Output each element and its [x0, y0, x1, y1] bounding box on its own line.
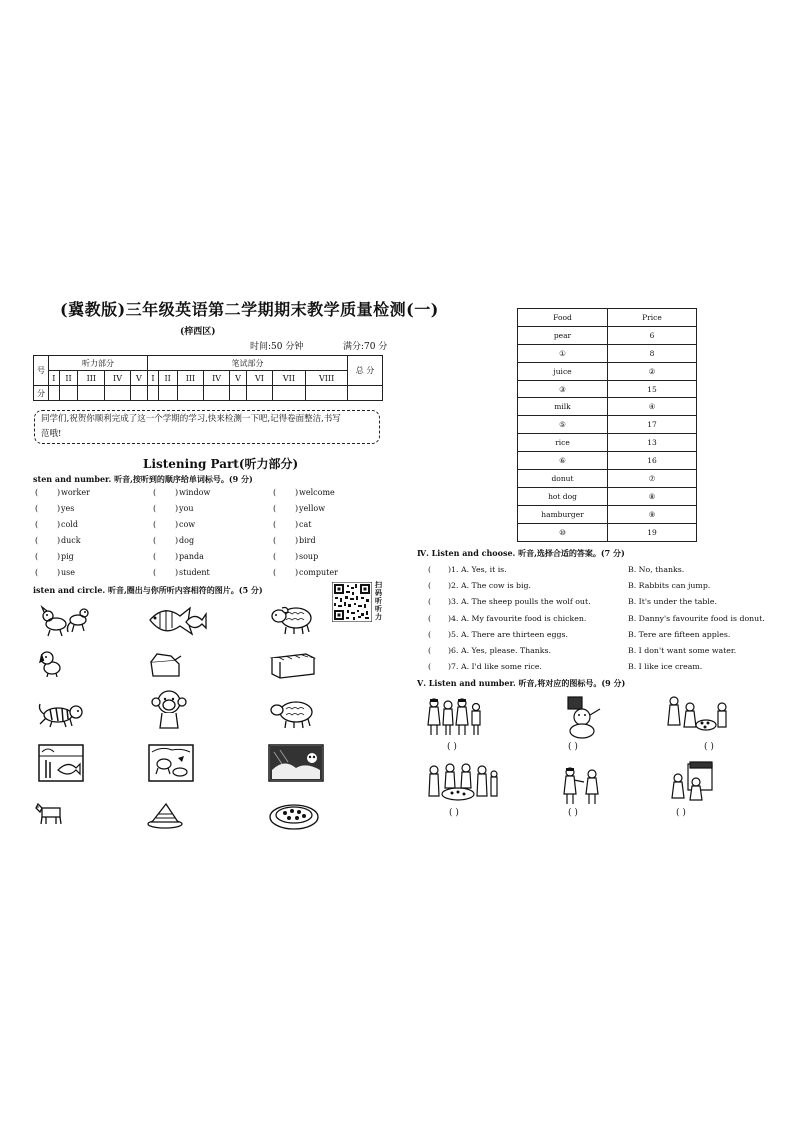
answer-blank[interactable]: ( ) [676, 808, 686, 818]
paren-close: ) [57, 488, 61, 497]
listening-col: III [78, 371, 105, 386]
score-cell[interactable] [177, 386, 204, 401]
pizza-plate-picture[interactable] [268, 798, 320, 832]
food-row [518, 452, 697, 470]
number-blank[interactable] [41, 536, 57, 546]
price-cell: 13 [608, 434, 697, 452]
paren-open: ( [273, 504, 277, 513]
fish-picture[interactable] [146, 600, 208, 640]
paren-close: ) [295, 536, 299, 545]
choice-option-a: )4. A. My favourite food is chicken. [448, 613, 587, 623]
qr-code-icon [332, 582, 372, 622]
paren-open: ( [153, 520, 157, 529]
people-group-picture-2 [664, 693, 730, 739]
word-item: cat [299, 520, 312, 529]
choice-option-a: )3. A. The sheep poulls the wolf out. [448, 597, 591, 607]
food-row [518, 487, 697, 505]
paren-close: ) [175, 520, 179, 529]
food-row [518, 523, 697, 541]
price-cell: ② [608, 362, 697, 380]
food-cell: milk [518, 398, 608, 416]
listening-part-title: Listening Part(听力部分) [143, 457, 299, 471]
snowman-picture [560, 695, 604, 739]
paren-close: ) [295, 552, 299, 561]
listening-col: V [130, 371, 147, 386]
row-label-number: 号 [34, 356, 49, 386]
writing-col: I [148, 371, 159, 386]
answer-blank[interactable]: ( ) [449, 808, 459, 818]
paren-close: ) [57, 504, 61, 513]
house-people-picture [668, 760, 716, 806]
sheep-picture[interactable] [268, 600, 316, 636]
row-label-score: 分 [34, 386, 49, 401]
choice-option-b: B. Danny's favourite food is donut. [628, 613, 765, 623]
answer-blank[interactable] [434, 581, 448, 591]
word-item: student [179, 568, 210, 577]
answer-blank[interactable]: ( ) [704, 742, 714, 752]
listening-col: I [49, 371, 60, 386]
listening-header: 听力部分 [49, 356, 148, 371]
food-row [518, 470, 697, 488]
paren-open: ( [428, 581, 432, 591]
word-item: worker [61, 488, 90, 497]
score-cell[interactable] [204, 386, 229, 401]
word-item: bird [299, 536, 316, 545]
food-row [518, 326, 697, 344]
two-people-picture [556, 764, 608, 806]
answer-blank[interactable]: ( ) [568, 808, 578, 818]
writing-header: 笔试部分 [148, 356, 348, 371]
full-score: 满分:70 分 [343, 342, 388, 352]
paren-close: ) [57, 552, 61, 561]
fish-scene-picture[interactable] [38, 744, 84, 782]
score-cell[interactable] [229, 386, 246, 401]
writing-col: VII [272, 371, 306, 386]
choice-option-b: B. Tere are fifteen apples. [628, 629, 731, 639]
number-blank[interactable] [159, 520, 175, 530]
answer-blank[interactable] [434, 630, 448, 640]
food-cell: ① [518, 344, 608, 362]
dog-picture[interactable] [38, 648, 64, 678]
score-cell[interactable] [130, 386, 147, 401]
paren-close: ) [175, 504, 179, 513]
box-picture[interactable] [147, 650, 183, 678]
paren-close: ) [175, 536, 179, 545]
choice-option-b: B. Rabbits can jump. [628, 581, 711, 591]
number-blank[interactable] [41, 504, 57, 514]
number-blank[interactable] [279, 520, 295, 530]
number-blank[interactable] [279, 552, 295, 562]
number-blank[interactable] [41, 568, 57, 578]
number-blank[interactable] [279, 536, 295, 546]
word-item: cow [179, 520, 196, 529]
score-table [33, 355, 383, 401]
table-box-picture[interactable] [270, 648, 316, 680]
paren-open: ( [35, 488, 39, 497]
price-cell: 19 [608, 523, 697, 541]
choice-option-b: B. I like ice cream. [628, 662, 703, 672]
food-cell: hamburger [518, 505, 608, 523]
paren-open: ( [35, 568, 39, 577]
paren-open: ( [153, 536, 157, 545]
food-row [518, 344, 697, 362]
total-header: 总 分 [348, 356, 383, 386]
paren-open: ( [428, 662, 432, 672]
answer-blank[interactable] [434, 662, 448, 672]
score-cell[interactable] [306, 386, 348, 401]
price-cell: 15 [608, 380, 697, 398]
cow-picture[interactable] [34, 800, 66, 826]
food-price-table [517, 308, 697, 542]
word-item: yes [61, 504, 75, 513]
food-cell: rice [518, 434, 608, 452]
section2-instructions: isten and circle. 听音,圈出与你所听内容相符的图片。(5 分) [33, 585, 263, 595]
paren-close: ) [175, 488, 179, 497]
paren-open: ( [273, 520, 277, 529]
paren-open: ( [428, 646, 432, 655]
choice-option-b: B. No, thanks. [628, 565, 685, 574]
word-item: welcome [299, 488, 335, 497]
paren-open: ( [35, 520, 39, 529]
notice-box [34, 410, 380, 444]
number-blank[interactable] [279, 504, 295, 514]
food-cell: ③ [518, 380, 608, 398]
writing-col: II [158, 371, 177, 386]
paren-open: ( [35, 504, 39, 513]
word-item: dog [179, 536, 195, 545]
food-row [518, 416, 697, 434]
word-list [33, 488, 383, 584]
paren-close: ) [57, 536, 61, 545]
listening-col: II [59, 371, 78, 386]
food-row [518, 398, 697, 416]
paren-close: ) [57, 520, 61, 529]
number-blank[interactable] [159, 536, 175, 546]
qr-caption: 扫码听听力 [375, 580, 382, 621]
number-blank[interactable] [279, 568, 295, 578]
paren-open: ( [153, 504, 157, 513]
exam-time: 时间:50 分钟 [250, 342, 304, 352]
answer-blank[interactable]: ( ) [568, 742, 578, 752]
price-cell: 8 [608, 344, 697, 362]
price-cell: ⑨ [608, 505, 697, 523]
word-item: yellow [299, 504, 326, 513]
people-group-picture-1 [424, 695, 484, 739]
number-blank[interactable] [159, 488, 175, 498]
food-row [518, 505, 697, 523]
word-item: you [179, 504, 194, 513]
choice-option-a: )6. A. Yes, please. Thanks. [448, 646, 552, 655]
paren-open: ( [273, 488, 277, 497]
section1-instructions: sten and number. 听音,按听到的顺序给单词标号。(9 分) [33, 474, 253, 484]
tiger-picture[interactable] [36, 700, 86, 728]
paren-open: ( [428, 565, 432, 574]
score-cell[interactable] [272, 386, 306, 401]
word-item: window [179, 488, 211, 497]
writing-col: VI [247, 371, 272, 386]
food-cell: donut [518, 470, 608, 488]
number-blank[interactable] [279, 488, 295, 498]
word-item: panda [179, 552, 204, 561]
paren-close: ) [295, 488, 299, 497]
choice-option-b: B. It's under the table. [628, 597, 717, 607]
exam-title: (冀教版)三年级英语第二学期期末教学质量检测(一) [60, 300, 439, 319]
food-cell: hot dog [518, 487, 608, 505]
paren-close: ) [295, 520, 299, 529]
writing-col: VIII [306, 371, 348, 386]
score-cell[interactable] [348, 386, 383, 401]
choice-option-a: )1. A. Yes, it is. [448, 565, 507, 574]
number-blank[interactable] [41, 520, 57, 530]
choice-option-b: B. I don't want some water. [628, 646, 737, 655]
food-row [518, 362, 697, 380]
paren-close: ) [175, 568, 179, 577]
word-item: use [61, 568, 75, 577]
score-cell[interactable] [78, 386, 105, 401]
paren-close: ) [295, 568, 299, 577]
score-cell[interactable] [158, 386, 177, 401]
sheep-picture-2[interactable] [268, 697, 318, 729]
food-cell: ⑩ [518, 523, 608, 541]
section4-instructions: Ⅳ. Listen and choose. 听音,选择合适的答案。(7 分) [417, 548, 625, 558]
score-cell[interactable] [105, 386, 130, 401]
word-item: duck [61, 536, 81, 545]
number-blank[interactable] [159, 568, 175, 578]
score-cell[interactable] [247, 386, 272, 401]
number-blank[interactable] [159, 552, 175, 562]
paren-close: ) [175, 552, 179, 561]
notice-line-2: 范哦! [41, 429, 62, 439]
price-cell: ④ [608, 398, 697, 416]
food-row [518, 434, 697, 452]
word-item: pig [61, 552, 74, 561]
number-blank[interactable] [159, 504, 175, 514]
answer-blank[interactable] [434, 646, 448, 656]
region-label: (梓西区) [180, 327, 216, 337]
notice-line-1: 同学们,祝贺你顺利完成了这一个学期的学习,快来检测一下吧,记得卷面整洁,书写 [41, 414, 341, 424]
paren-open: ( [35, 552, 39, 561]
paren-open: ( [153, 552, 157, 561]
food-cell: juice [518, 362, 608, 380]
word-item: cold [61, 520, 78, 529]
food-cell: ⑤ [518, 416, 608, 434]
choice-option-a: )2. A. The cow is big. [448, 581, 532, 591]
section5-instructions: Ⅴ. Listen and number. 听音,将对应的图标号。(9 分) [417, 678, 626, 688]
price-header: Price [608, 309, 697, 327]
paren-open: ( [273, 536, 277, 545]
food-cell: pear [518, 326, 608, 344]
listening-col: IV [105, 371, 130, 386]
dog-cat-picture[interactable] [38, 602, 92, 638]
cake-picture[interactable] [146, 800, 184, 830]
food-cell: ⑥ [518, 452, 608, 470]
number-blank[interactable] [41, 552, 57, 562]
price-cell: 16 [608, 452, 697, 470]
people-table-picture [424, 762, 500, 806]
animal-scene-picture[interactable] [148, 744, 194, 782]
answer-blank[interactable] [434, 597, 448, 607]
paren-open: ( [273, 568, 277, 577]
paren-open: ( [153, 568, 157, 577]
price-cell: ⑧ [608, 487, 697, 505]
panda-scene-picture[interactable] [268, 744, 324, 782]
price-cell: ⑦ [608, 470, 697, 488]
choice-option-a: )7. A. I'd like some rice. [448, 662, 542, 672]
word-item: computer [299, 568, 338, 577]
paren-open: ( [428, 597, 432, 607]
paren-open: ( [35, 536, 39, 545]
food-header: Food [518, 309, 608, 327]
paren-close: ) [295, 504, 299, 513]
word-item: soup [299, 552, 319, 561]
paren-close: ) [57, 568, 61, 577]
number-blank[interactable] [41, 488, 57, 498]
score-cell[interactable] [59, 386, 78, 401]
score-cell[interactable] [49, 386, 60, 401]
choice-option-a: )5. A. There are thirteen eggs. [448, 629, 568, 639]
paren-open: ( [153, 488, 157, 497]
answer-blank[interactable] [434, 565, 448, 575]
paren-open: ( [428, 613, 432, 623]
paren-open: ( [273, 552, 277, 561]
writing-col: III [177, 371, 204, 386]
writing-col: IV [204, 371, 229, 386]
food-row [518, 380, 697, 398]
score-cell[interactable] [148, 386, 159, 401]
answer-blank[interactable]: ( ) [447, 742, 457, 752]
monkey-picture[interactable] [150, 688, 188, 732]
price-cell: 17 [608, 416, 697, 434]
price-cell: 6 [608, 326, 697, 344]
answer-blank[interactable] [434, 614, 448, 624]
writing-col: V [229, 371, 246, 386]
paren-open: ( [428, 629, 432, 639]
